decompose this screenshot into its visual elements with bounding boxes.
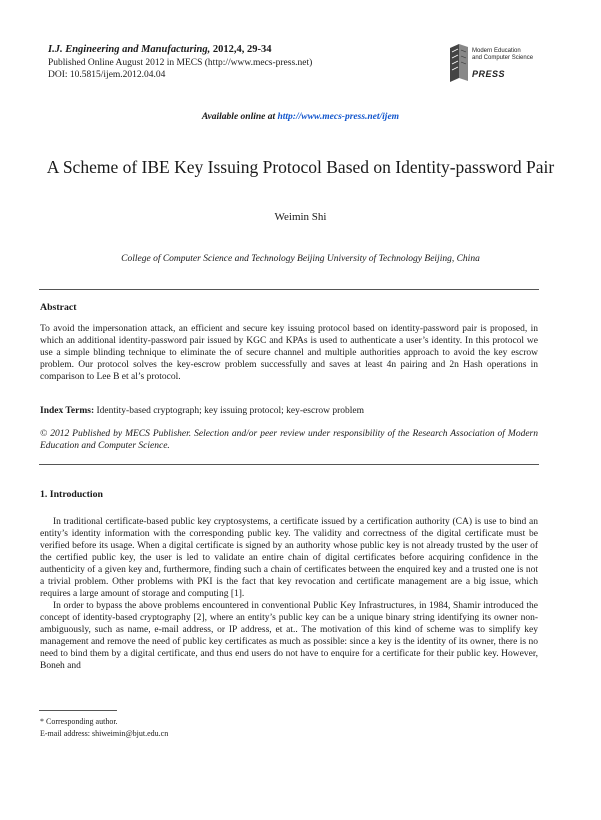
published-line: Published Online August 2012 in MECS (http://www.mecs-press.net) (48, 58, 313, 68)
copyright-notice (40, 428, 538, 452)
author-name: Weimin Shi (274, 211, 327, 223)
abstract-paragraph: To avoid the impersonation attack, an efficient and secure key issuing protocol based on identity-password pair is proposed, in which an additional identity-password pair issued by KGC and KPAs is used to authenticate a user’s identity. In this protocol we use a simple blinding technique to eliminate the of secure channel and multiple authorities approach to avoid the key escrow problem. Our protocol solves the key-escrow problem successfully and saves at least 4n pairing and 2n Hash operations in comparison to Lee B et al’s protocol. (40, 324, 538, 382)
logo-text (472, 48, 533, 61)
intro-paragraph-2: In order to bypass the above problems encountered in conventional Public Key Infrastructures, in 1984, Shamir introduced the concept of identity-based cryptography [2], where an entity’s public key can be a unique binary string identifying its owner non-ambiguously, such as name, e-mail address, or IP address, et at.. The motivation of this kind of scheme was to simplify key management and remove the need of public key certificates as much as possible: since a key is the identity of its owner, there is no need to bind them by a digital certificate, and thus end users do not have to enquire for a certificate for their public key. However, Boneh and (40, 601, 538, 671)
publisher-logo (448, 42, 558, 84)
copyright-text: © 2012 Published by MECS Publisher. Selection and/or peer review under responsibility of the Research Association of Modern Education and Computer Science. (40, 429, 538, 451)
logo-press: PRESS (472, 69, 506, 79)
journal-name: I.J. Engineering and Manufacturing, (48, 44, 211, 55)
availability-line (0, 112, 601, 122)
index-terms-label: Index Terms: (40, 406, 95, 416)
introduction-body (40, 516, 538, 672)
journal-header (48, 44, 271, 55)
index-terms-text: Identity-based cryptograph; key issuing protocol; key-escrow problem (94, 406, 364, 416)
paper-title: A Scheme of IBE Key Issuing Protocol Based on Identity-password Pair (46, 157, 555, 177)
logo-line2: and Computer Science (472, 54, 534, 61)
doi-line: DOI: 10.5815/ijem.2012.04.04 (48, 70, 166, 80)
index-terms (40, 405, 538, 417)
journal-volume: 2012,4, 29-34 (210, 44, 272, 55)
footnote-email: E-mail address: shiweimin@bjut.edu.cn (40, 729, 169, 738)
books-icon (448, 42, 470, 84)
abstract-top-rule (39, 289, 539, 290)
journal-link[interactable]: http://www.mecs-press.net/ijem (277, 112, 400, 122)
abstract-text (40, 323, 538, 383)
abstract-heading: Abstract (40, 302, 77, 313)
intro-paragraph-1: In traditional certificate-based public key cryptosystems, a certificate issued by a certification authority (CA) is use to bind an entity’s identity information with the corresponding public key. The validity and correctness of the digital certificate must be verified before its usage. When a digital certificate is signed by an authority whose public key is not already trusted by the user of the certified public key, the user is led to validate an entire chain of digital certificates before acquiring confidence in the authenticity of a given key and, furthermore, finding such a chain of certificates between the enquired key and a trusted one is not a trivial problem. Other problems with PKI is the fact that key revocation and certificate management are a big issue, which requires a large amount of storage and computing [1]. (40, 517, 538, 599)
abstract-bottom-rule (39, 464, 539, 465)
introduction-heading: 1. Introduction (40, 489, 103, 500)
affiliation: College of Computer Science and Technology Beijing University of Technology Beijing, China (121, 254, 480, 264)
availability-prefix: Available online at (201, 112, 278, 122)
footnote-rule (39, 710, 117, 711)
footnote-corresponding: * Corresponding author. (40, 717, 118, 726)
logo-line1: Modern Education (472, 48, 521, 54)
